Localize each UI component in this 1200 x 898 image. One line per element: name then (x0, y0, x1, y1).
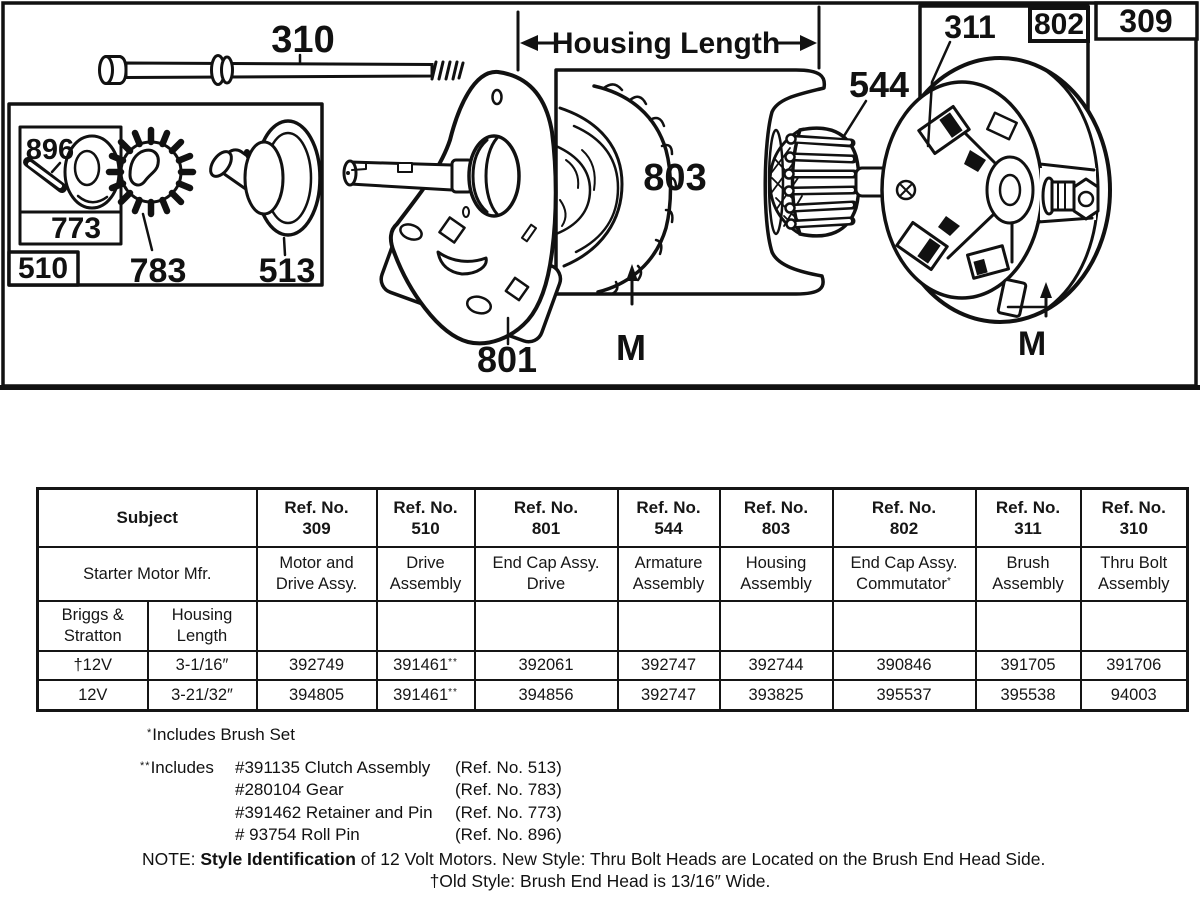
part-number-cell: 390846 (833, 651, 976, 680)
table-brand-row (38, 601, 1188, 651)
table-row-12v-new (38, 680, 1188, 711)
style-note-line2: †Old Style: Brush End Head is 13/16″ Wide. (429, 871, 771, 891)
part-number-cell: 394856 (475, 680, 618, 711)
label-gear: 783 (129, 252, 187, 290)
label-housing: 803 (643, 157, 707, 199)
col-header-801: Ref. No. 801 (475, 489, 618, 548)
part-number-cell: 391461** (377, 651, 475, 680)
label-clutch: 513 (258, 252, 316, 290)
table-row-12v-old (38, 651, 1188, 680)
housing-length-label: Housing Length (551, 27, 781, 60)
end-cap-commutator-drawing (882, 6, 1110, 322)
col-header-544: Ref. No. 544 (618, 489, 720, 548)
col-desc-802: End Cap Assy. Commutator* (833, 547, 976, 601)
col-desc-803: Housing Assembly (720, 547, 833, 601)
exploded-parts-diagram (0, 0, 1200, 430)
col-desc-309: Motor and Drive Assy. (257, 547, 377, 601)
style-note: NOTE: Style Identification of 12 Volt Motors. New Style: Thru Bolt Heads are Located on the Brush End Head Side. (142, 849, 1046, 869)
col-desc-801: End Cap Assy. Drive (475, 547, 618, 601)
part-number-cell: 391706 (1081, 651, 1188, 680)
drive-components-inset (9, 104, 322, 290)
part-number-cell: 392749 (257, 651, 377, 680)
footnote-item: **Includes #391135 Clutch Assembly (Ref. No. 513) (140, 758, 562, 777)
part-number-cell: 393825 (720, 680, 833, 711)
empty-cell (1081, 601, 1188, 651)
col-header-802: Ref. No. 802 (833, 489, 976, 548)
label-retainer-pin: 773 (50, 212, 102, 245)
label-armature: 544 (848, 64, 910, 105)
table-description-row (38, 547, 1188, 601)
part-number-cell: 391705 (976, 651, 1081, 680)
label-m-left: M (616, 327, 646, 368)
empty-cell (618, 601, 720, 651)
col-header-310: Ref. No. 310 (1081, 489, 1188, 548)
col-header-309: Ref. No. 309 (257, 489, 377, 548)
label-drive-assembly: 510 (17, 252, 69, 285)
label-motor-and-drive: 309 (1119, 3, 1173, 39)
label-brush: 311 (944, 9, 996, 45)
housing-length-dimension (518, 7, 819, 70)
col-header-803: Ref. No. 803 (720, 489, 833, 548)
voltage-cell: †12V (38, 651, 148, 680)
footnote-item: # 93754 Roll Pin (Ref. No. 896) (235, 825, 562, 845)
part-number-cell: 394805 (257, 680, 377, 711)
parts-table (36, 487, 1189, 712)
length-cell: 3-1/16″ (148, 651, 257, 680)
empty-cell (377, 601, 475, 651)
label-roll-pin: 896 (25, 134, 75, 166)
empty-cell (475, 601, 618, 651)
col-desc-311: Brush Assembly (976, 547, 1081, 601)
footnote-item: #391462 Retainer and Pin (Ref. No. 773) (235, 802, 562, 822)
housing-length-cell: Housing Length (148, 601, 257, 651)
brand-cell: Briggs & Stratton (38, 601, 148, 651)
part-number-cell: 392744 (720, 651, 833, 680)
footnote-brush-set: *Includes Brush Set (147, 725, 295, 744)
label-end-cap-commutator: 802 (1033, 8, 1085, 41)
length-cell: 3-21/32″ (148, 680, 257, 711)
col-desc-544: Armature Assembly (618, 547, 720, 601)
part-number-cell: 94003 (1081, 680, 1188, 711)
part-number-cell: 392061 (475, 651, 618, 680)
part-number-cell: 392747 (618, 680, 720, 711)
part-number-cell: 391461** (377, 680, 475, 711)
part-number-cell: 392747 (618, 651, 720, 680)
footnote-includes-list (140, 758, 562, 848)
empty-cell (720, 601, 833, 651)
empty-cell (976, 601, 1081, 651)
voltage-cell: 12V (38, 680, 148, 711)
table-header-row (38, 489, 1188, 548)
col-desc-310: Thru Bolt Assembly (1081, 547, 1188, 601)
footnote-item: #280104 Gear (Ref. No. 783) (235, 780, 562, 800)
end-cap-drive-drawing (344, 72, 564, 346)
label-m-right: M (1017, 325, 1047, 363)
label-end-cap-drive: 801 (476, 339, 538, 380)
col-header-311: Ref. No. 311 (976, 489, 1081, 548)
empty-cell (833, 601, 976, 651)
col-header-510: Ref. No. 510 (377, 489, 475, 548)
part-number-cell: 395537 (833, 680, 976, 711)
armature-drawing (770, 128, 892, 236)
empty-cell (257, 601, 377, 651)
part-number-cell: 395538 (976, 680, 1081, 711)
subject-header: Subject (38, 489, 257, 548)
label-thru-bolt: 310 (271, 19, 335, 61)
mfr-row-label: Starter Motor Mfr. (38, 547, 257, 601)
col-desc-510: Drive Assembly (377, 547, 475, 601)
